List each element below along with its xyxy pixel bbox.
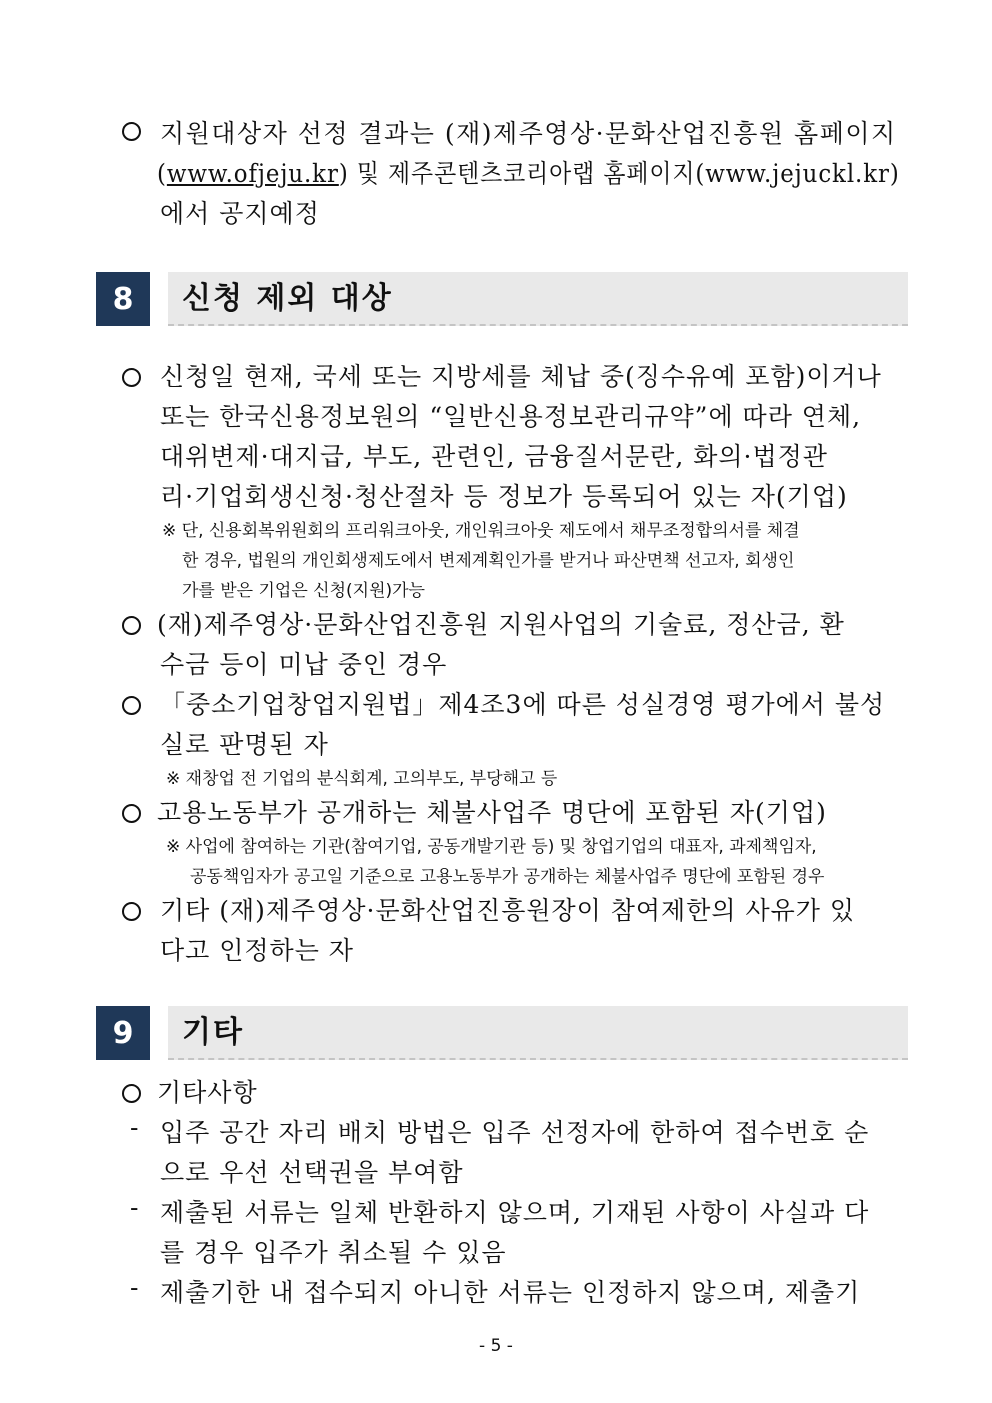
circle-bullet-icon bbox=[120, 1082, 144, 1106]
s8-b5-line-2: 다고 인정하는 자 bbox=[160, 936, 354, 965]
s8-b4-note-2: 공동책임자가 공고일 기준으로 고용노동부가 공개하는 체불사업주 명단에 포함된 경우 bbox=[190, 867, 825, 887]
circle-bullet-icon bbox=[120, 120, 144, 144]
s8-b3-note-1: ※ 재창업 전 기업의 분식회계, 고의부도, 부당해고 등 bbox=[166, 769, 558, 789]
s8-b1-line-3: 대위변제·대지급, 부도, 관련인, 금융질서문란, 화의·법정관 bbox=[160, 442, 828, 471]
dash-bullet: - bbox=[130, 1273, 139, 1302]
circle-bullet-icon bbox=[120, 366, 144, 390]
s8-b3-line-1: 「중소기업창업지원법」제4조3에 따른 성실경영 평가에서 불성 bbox=[160, 690, 886, 719]
section-9-title: 기타 bbox=[168, 1006, 908, 1060]
s9-d2-line-2: 를 경우 입주가 취소될 수 있음 bbox=[160, 1238, 507, 1267]
section-8-title: 신청 제외 대상 bbox=[168, 272, 908, 326]
section-9-number: 9 bbox=[96, 1006, 150, 1060]
circle-bullet-icon bbox=[120, 614, 144, 638]
circle-bullet-icon bbox=[120, 694, 144, 718]
intro-line-3: 에서 공지예정 bbox=[160, 199, 320, 228]
s8-b4-note-1: ※ 사업에 참여하는 기관(참여기업, 공동개발기관 등) 및 창업기업의 대표자, 과제책임자, bbox=[166, 837, 817, 857]
s8-b2-line-1: (재)제주영상·문화산업진흥원 지원사업의 기술료, 정산금, 환 bbox=[157, 610, 845, 639]
intro-line-1: 지원대상자 선정 결과는 (재)제주영상·문화산업진흥원 홈페이지 bbox=[160, 119, 897, 148]
s8-b1-note-2: 한 경우, 법원의 개인회생제도에서 변제계획인가를 받거나 파산면책 선고자, 회생인 bbox=[182, 551, 795, 571]
s8-b2-line-2: 수금 등이 미납 중인 경우 bbox=[160, 650, 448, 679]
s8-b1-line-4: 리·기업회생신청·청산절차 등 정보가 등록되어 있는 자(기업) bbox=[160, 482, 848, 511]
intro-line-2-rest: ) 및 제주콘텐츠코리아랩 홈페이지(www.jejuckl.kr) bbox=[338, 159, 900, 188]
dash-bullet: - bbox=[130, 1113, 139, 1142]
page-number: - 5 - bbox=[479, 1336, 513, 1356]
circle-bullet-icon bbox=[120, 802, 144, 826]
s9-d3-line-1: 제출기한 내 접수되지 아니한 서류는 인정하지 않으며, 제출기 bbox=[160, 1278, 861, 1307]
s8-b1-note-3: 가를 받은 기업은 신청(지원)가능 bbox=[182, 581, 425, 601]
section-8-number: 8 bbox=[96, 272, 150, 326]
s9-d1-line-1: 입주 공간 자리 배치 방법은 입주 선정자에 한하여 접수번호 순 bbox=[160, 1118, 870, 1147]
s8-b4-line-1: 고용노동부가 공개하는 체불사업주 명단에 포함된 자(기업) bbox=[157, 798, 827, 827]
ofjeju-link[interactable]: www.ofjeju.kr bbox=[166, 159, 339, 188]
s8-b3-line-2: 실로 판명된 자 bbox=[160, 730, 329, 759]
s8-b1-note-1: ※ 단, 신용회복위원회의 프리워크아웃, 개인워크아웃 제도에서 채무조정합의서를 체결 bbox=[162, 521, 800, 541]
s8-b1-line-2: 또는 한국신용정보원의 “일반신용정보관리규약”에 따라 연체, bbox=[160, 402, 862, 431]
s9-d2-line-1: 제출된 서류는 일체 반환하지 않으며, 기재된 사항이 사실과 다 bbox=[160, 1198, 870, 1227]
dash-bullet: - bbox=[130, 1193, 139, 1222]
s9-d1-line-2: 으로 우선 선택권을 부여함 bbox=[160, 1158, 464, 1187]
s9-b1-line: 기타사항 bbox=[157, 1078, 258, 1107]
s8-b1-line-1: 신청일 현재, 국세 또는 지방세를 체납 중(징수유예 포함)이거나 bbox=[160, 362, 882, 391]
circle-bullet-icon bbox=[120, 900, 144, 924]
s8-b5-line-1: 기타 (재)제주영상·문화산업진흥원장이 참여제한의 사유가 있 bbox=[160, 896, 855, 925]
intro-line-2: (www.ofjeju.kr) 및 제주콘텐츠코리아랩 홈페이지(www.jejuckl.kr) bbox=[157, 159, 900, 188]
